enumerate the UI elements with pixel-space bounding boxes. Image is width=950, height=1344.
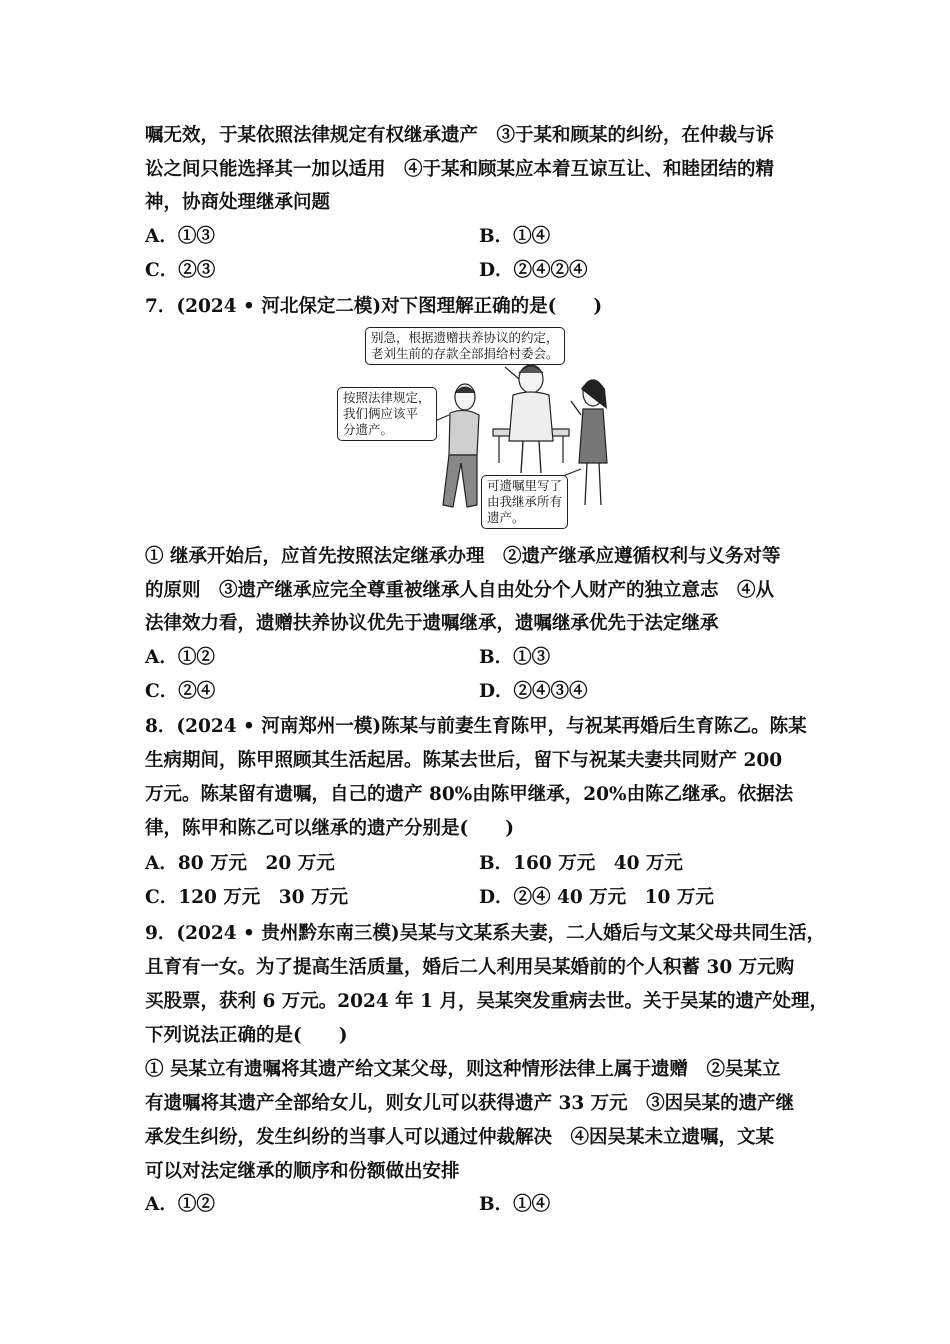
q9-text-line: 买股票，获利 6 万元。2024 年 1 月，吴某突发重病去世。关于吴某的遗产处理， <box>145 991 828 1012</box>
q8-text-line: 律，陈甲和陈乙可以继承的遗产分别是( ) <box>145 818 515 839</box>
bubble-left-line: 按照法律规定， <box>343 390 431 405</box>
q6-option-b: B．①④ <box>479 226 551 247</box>
q7-text-line: 法律效力看，遗赠扶养协议优先于遗嘱继承，遗嘱继承优先于法定继承 <box>145 613 719 634</box>
q7-stem: 7．(2024 • 河北保定二模)对下图理解正确的是( ) <box>145 296 603 317</box>
bubble-top <box>365 327 565 365</box>
q8-option-d: D．②④ 40 万元 10 万元 <box>479 887 714 908</box>
q9-text-line: 下列说法正确的是( ) <box>145 1025 348 1046</box>
q8-option-b: B．160 万元 40 万元 <box>479 853 683 874</box>
q6-text-line: 嘱无效，于某依照法律规定有权继承遗产 ③于某和顾某的纠纷，在仲裁与诉 <box>145 125 775 146</box>
q7-option-b: B．①③ <box>479 647 551 668</box>
q7-option-c: C．②④ <box>145 681 216 702</box>
q6-option-c: C．②③ <box>145 260 216 281</box>
q8-text-line: 生病期间，陈甲照顾其生活起居。陈某去世后，留下与祝某夫妻共同财产 200 <box>145 750 783 771</box>
bubble-bottom-line: 可遗嘱里写了 <box>487 478 563 493</box>
q9-text-line: 9．(2024 • 贵州黔东南三模)吴某与文某系夫妻，二人婚后与文某父母共同生活， <box>145 923 826 944</box>
q6-option-d: D．②④②④ <box>479 260 588 281</box>
q6-option-a: A．①③ <box>145 226 215 247</box>
bubble-bottom-line: 由我继承所有 <box>487 494 563 509</box>
q7-text-line: ① 继承开始后，应首先按照法定继承办理 ②遗产继承应遵循权利与义务对等 <box>145 546 781 567</box>
q7-option-a: A．①② <box>145 647 215 668</box>
bubble-bottom <box>481 475 568 529</box>
q9-text-line: 且育有一女。为了提高生活质量，婚后二人利用吴某婚前的个人积蓄 30 万元购 <box>145 957 795 978</box>
q7-option-d: D．②④③④ <box>479 681 588 702</box>
bubble-top-line: 别急，根据遗赠扶养协议的约定， <box>371 330 559 345</box>
bubble-top-line: 老刘生前的存款全部捐给村委会。 <box>371 346 559 361</box>
q7-illustration <box>335 323 615 525</box>
q7-text-line: 的原则 ③遗产继承应完全尊重被继承人自由处分个人财产的独立意志 ④从 <box>145 580 775 601</box>
q9-option-b: B．①④ <box>479 1194 551 1215</box>
bubble-bottom-line: 遗产。 <box>487 510 525 525</box>
bubble-left-line: 我们俩应该平 <box>343 406 419 421</box>
q8-option-a: A．80 万元 20 万元 <box>145 853 335 874</box>
q6-text-line: 讼之间只能选择其一加以适用 ④于某和顾某应本着互谅互让、和睦团结的精 <box>145 159 775 180</box>
q9-text-line: 承发生纠纷，发生纠纷的当事人可以通过仲裁解决 ④因吴某未立遗嘱，文某 <box>145 1127 775 1148</box>
q9-option-a: A．①② <box>145 1194 215 1215</box>
q9-text-line: 有遗嘱将其遗产全部给女儿，则女儿可以获得遗产 33 万元 ③因吴某的遗产继 <box>145 1093 795 1114</box>
q9-text-line: ① 吴某立有遗嘱将其遗产给文某父母，则这种情形法律上属于遗赠 ②吴某立 <box>145 1059 781 1080</box>
q9-text-line: 可以对法定继承的顺序和份额做出安排 <box>145 1161 460 1182</box>
bubble-left-line: 分遗产。 <box>343 422 394 437</box>
q8-option-c: C．120 万元 30 万元 <box>145 887 348 908</box>
q8-text-line: 8．(2024 • 河南郑州一模)陈某与前妻生育陈甲，与祝某再婚后生育陈乙。陈某 <box>145 716 807 737</box>
bubble-left <box>337 387 437 441</box>
q6-text-line: 神，协商处理继承问题 <box>145 192 331 213</box>
q8-text-line: 万元。陈某留有遗嘱，自己的遗产 80%由陈甲继承，20%由陈乙继承。依据法 <box>145 784 794 805</box>
